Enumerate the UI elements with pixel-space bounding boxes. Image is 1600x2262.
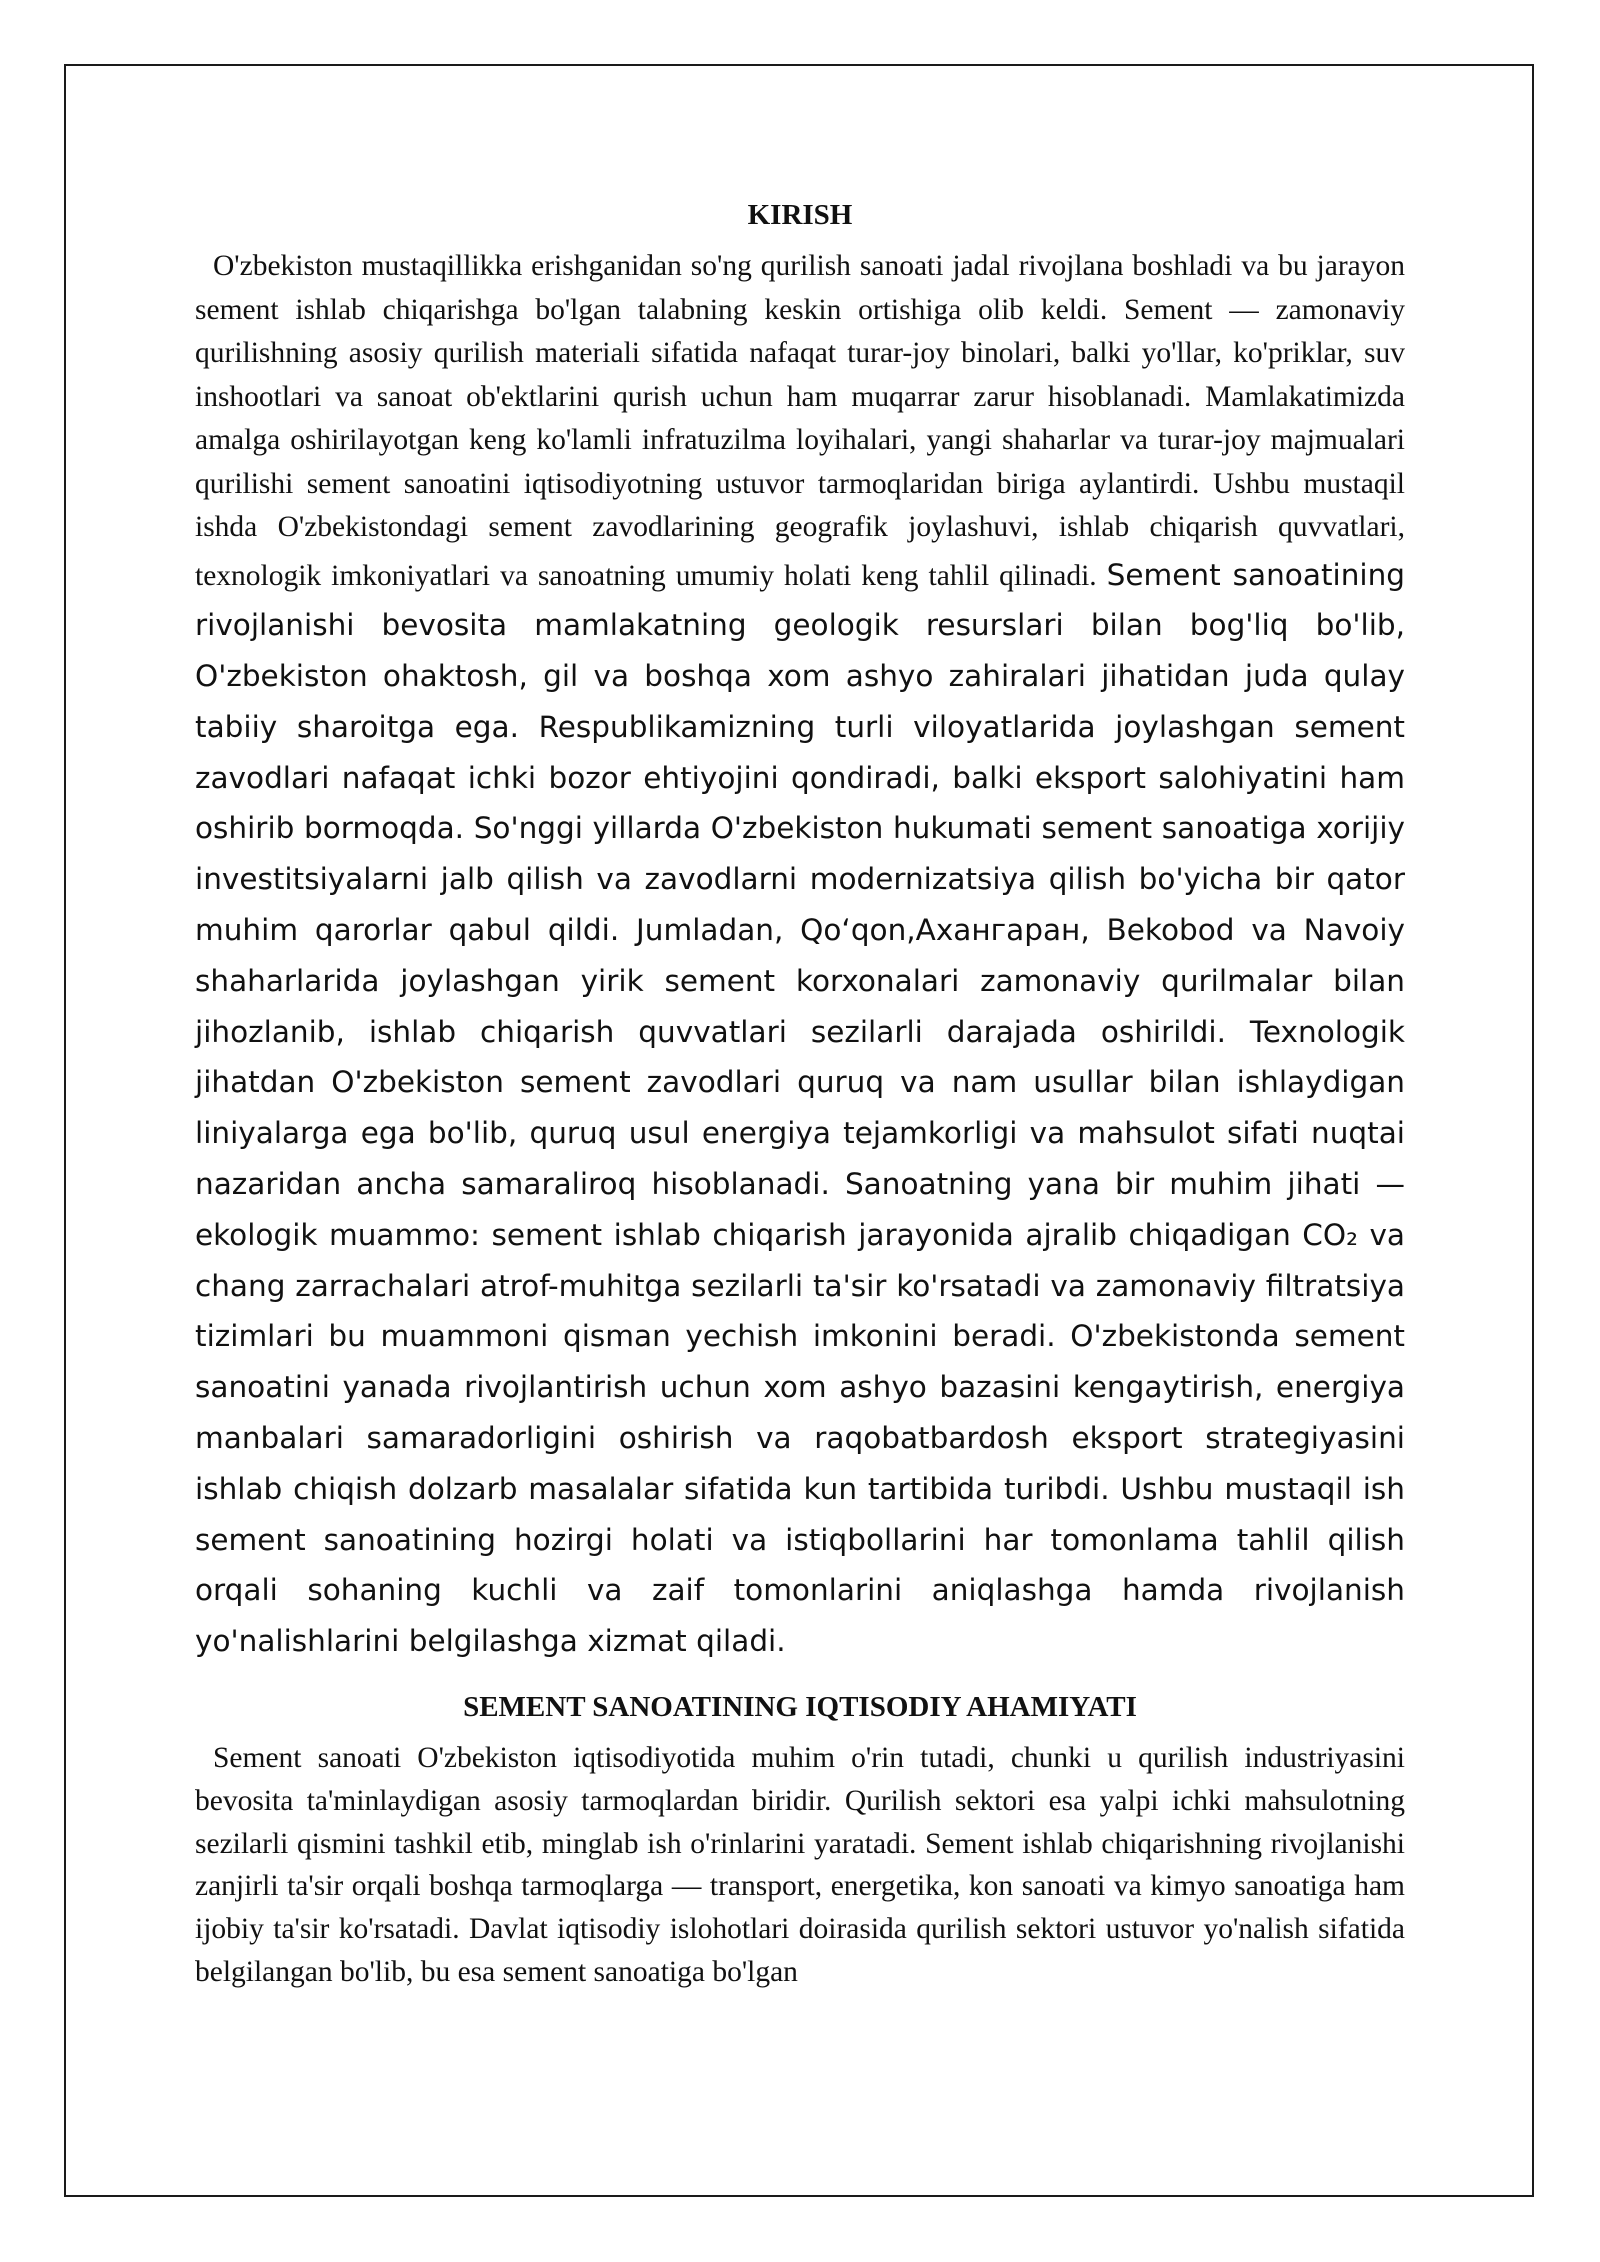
intro-paragraph (195, 245, 1405, 1667)
section-heading-kirish: KIRISH (747, 199, 853, 231)
section-heading-economic-importance: SEMENT SANOATINING IQTISODIY AHAMIYATI (463, 1691, 1137, 1724)
intro-paragraph-serif-text: O'zbekiston mustaqillikka erishganidan so'ng qurilish sanoati jadal rivojlana boshladi va bu jarayon sement ishlab chiqarishga bo'lgan talabning keskin ortishiga olib keldi. Sement — zamonaviy qurilishning asosiy qurilish materiali sifatida nafaqat turar-joy binolari, balki yo'llar, ko'priklar, suv inshootlari va sanoat ob'ektlarini qurish uchun ham muqarrar zarur hisoblanadi. Mamlakatimizda amalga oshirilayotgan keng ko'lamli infratuzilma loyihalari, yangi shaharlar va turar-joy majmualari qurilishi sement sanoatini iqtisodiyotning ustuvor tarmoqlaridan biriga aylantirdi. Ushbu mustaqil ishda O'zbekistondagi sement zavodlarining geografik joylashuvi, ishlab chiqarish quvvatlari, texnologik imkoniyatlari va sanoatning umumiy holati keng tahlil qilinadi. (195, 250, 1405, 592)
spacer (195, 1667, 1405, 1677)
economic-importance-paragraph: Sement sanoati O'zbekiston iqtisodiyotida muhim o'rin tutadi, chunki u qurilish industriyasini bevosita ta'minlaydigan asosiy tarmoqlardan biridir. Qurilish sektori esa yalpi ichki mahsulotning sezilarli qismini tashkil etib, minglab ish o'rinlarini yaratadi. Sement ishlab chiqarishning rivojlanishi zanjirli ta'sir orqali boshqa tarmoqlarga — transport, energetika, kon sanoati va kimyo sanoatiga ham ijobiy ta'sir ko'rsatadi. Davlat iqtisodiy islohotlari doirasida qurilish sektori ustuvor yo'nalish sifatida belgilangan bo'lib, bu esa sement sanoatiga bo'lgan (195, 1742, 1405, 1989)
intro-paragraph-sans-text: Sement sanoatining rivojlanishi bevosita mamlakatning geologik resurslari bilan bog'liq bo'lib, O'zbekiston ohaktosh, gil va boshqa xom ashyo zahiralari jihatidan juda qulay tabiiy sharoitga ega. Respublikamizning turli viloyatlarida joylashgan sement zavodlari nafaqat ichki bozor ehtiyojini qondiradi, balki eksport salohiyatini ham oshirib bormoqda. So'nggi yillarda O'zbekiston hukumati sement sanoatiga xorijiy investitsiyalarni jalb qilish va zavodlarni modernizatsiya qilish bo'yicha bir qator muhim qarorlar qabul qildi. Jumladan, Qoʻqon,Ахангаран, Bekobod va Navoiy shaharlarida joylashgan yirik sement korxonalari zamonaviy qurilmalar bilan jihozlanib, ishlab chiqarish quvvatlari sezilarli darajada oshirildi. Texnologik jihatdan O'zbekiston sement zavodlari quruq va nam usullar bilan ishlaydigan liniyalarga ega bo'lib, quruq usul energiya tejamkorligi va mahsulot sifati nuqtai nazaridan ancha samaraliroq hisoblanadi. Sanoatning yana bir muhim jihati — ekologik muammo: sement ishlab chiqarish jarayonida ajralib chiqadigan CO₂ va chang zarrachalari atrof-muhitga sezilarli ta'sir ko'rsatadi va zamonaviy filtratsiya tizimlari bu muammoni qisman yechish imkonini beradi. O'zbekistonda sement sanoatini yanada rivojlantirish uchun xom ashyo bazasini kengaytirish, energiya manbalari samaradorligini oshirish va raqobatbardosh eksport strategiyasini ishlab chiqish dolzarb masalalar sifatida kun tartibida turibdi. Ushbu mustaqil ish sement sanoatining hozirgi holati va istiqbollarini har tomonlama tahlil qilish orqali sohaning kuchli va zaif tomonlarini aniqlashga hamda rivojlanish yo'nalishlarini belgilashga xizmat qiladi. (195, 557, 1406, 1659)
document-body (195, 185, 1405, 1994)
